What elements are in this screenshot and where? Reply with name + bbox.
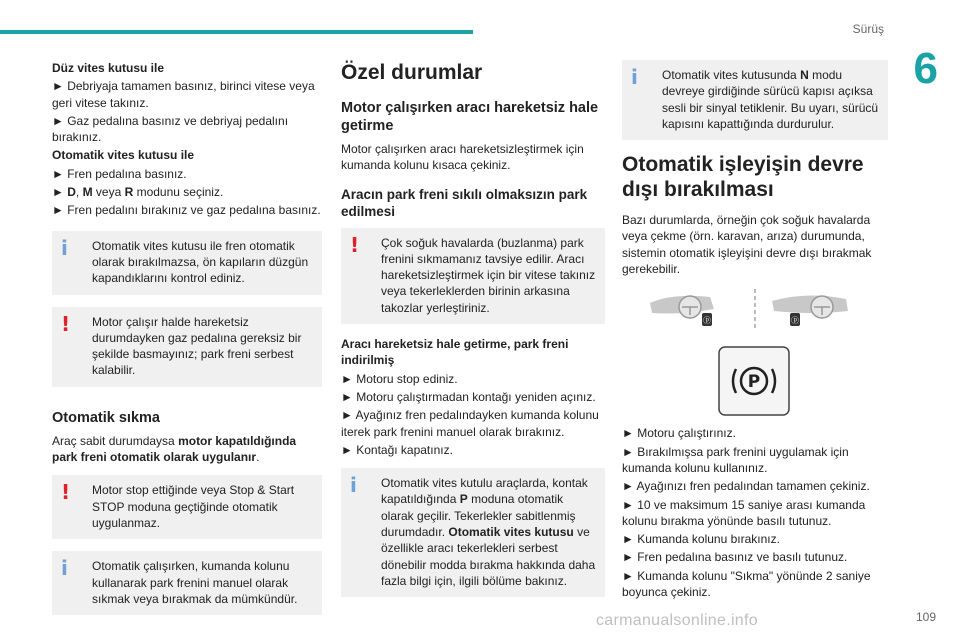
parking-brake-icon xyxy=(719,347,789,415)
manual-gearbox-title: Düz vites kutusu ile xyxy=(52,61,165,75)
info-icon: i xyxy=(631,65,638,89)
page-number: 109 xyxy=(915,610,936,624)
info-note-manual-control: i Otomatik çalışırken, kumanda kolunu kullanarak park frenini manuel olarak sıkmak veya bırakmak da mümkündür. xyxy=(52,551,322,615)
release-step-1: ► Motoru stop ediniz. xyxy=(341,371,458,386)
warning-icon: ! xyxy=(61,311,71,336)
info-note-doors: i Otomatik vites kutusu ile fren otomatik olarak bırakılmazsa, ön kapıların düzgün kapandıklarını kontrol ediniz. xyxy=(52,231,322,295)
warning-note-cold-weather: ! Çok soğuk havalarda (buzlanma) park frenini sıkmamanız tavsiye edilir. Aracı hareketsizleştirmek için bir vitese takınız veya tekerleklerden birinin arkasına takozlar yerleştiriniz. xyxy=(341,228,605,324)
auto-step-1: ► Fren pedalına basınız. xyxy=(52,166,187,181)
deact-step-1: ► Motoru çalıştırınız. xyxy=(622,426,736,441)
auto-apply-text: Araç sabit durumdaysa motor kapatıldığında park freni otomatik olarak uygulanır. xyxy=(52,433,297,465)
release-title: Aracı hareketsiz hale getirme, park freni indirilmiş xyxy=(341,337,569,368)
parked-heading: Aracın park freni sıkılı olmaksızın park edilmesi xyxy=(341,186,588,219)
header-accent-bar xyxy=(0,30,473,34)
deact-step-4: ► 10 ve maksimum 15 saniye arası kumanda kolunu bırakma yönünde basılı tutunuz. xyxy=(622,497,866,528)
manual-step-2: ► Gaz pedalına basınız ve debriyaj pedalını bırakınız. xyxy=(52,113,289,145)
svg-text:P: P xyxy=(747,372,761,393)
auto-apply-heading: Otomatik sıkma xyxy=(52,409,160,426)
svg-text:ⓟ: ⓟ xyxy=(703,316,711,326)
deact-step-5: ► Kumanda kolunu bırakınız. xyxy=(622,532,780,547)
auto-step-2: ► D, M veya R modunu seçiniz. xyxy=(52,185,224,200)
special-cases-title: Özel durumlar xyxy=(341,61,483,84)
chapter-number: 6 xyxy=(913,44,938,93)
auto-gearbox-title: Otomatik vites kutusu ile xyxy=(52,148,195,163)
deactivation-intro: Bazı durumlarda, örneğin çok soğuk havalarda veya çekme (örn. karavan, arıza) durumunda, sistemin otomatik işleyişini devre dışı bırakmak gerekebilir. xyxy=(622,213,872,277)
release-step-3: ► Ayağınız fren pedalındayken kumanda kolunu iterek park frenini manuel olarak bırakınız. xyxy=(341,408,599,439)
warning-note-stop-start: ! Motor stop ettiğinde veya Stop & Start STOP moduna geçtiğinde otomatik uygulanmaz. xyxy=(52,475,322,539)
info-icon: i xyxy=(350,473,357,498)
deact-step-6: ► Fren pedalına basınız ve basılı tutunuz. xyxy=(622,550,848,565)
manual-step-1: ► Debriyaja tamamen basınız, birinci vitese veya geri vitese takınız. xyxy=(52,79,315,110)
running-text: Motor çalışırken aracı hareketsizleştirmek için kumanda kolunu kısaca çekiniz. xyxy=(341,142,584,173)
parking-brake-illustration xyxy=(622,285,888,465)
auto-step-3: ► Fren pedalını bırakınız ve gaz pedalına basınız. xyxy=(52,203,321,218)
info-note-auto-p-mode: i Otomatik vites kutulu araçlarda, kontak kapatıldığında P moduna otomatik olarak geçilir. Tekerlekler sabitlenmiş durumdadır. Otomatik vites kutusu ve özellikle aracı tekerlekleri serbest dönebilir modda bırakma hakkında daha fazla bilgi için, ilgili bölüme bakınız. xyxy=(341,468,605,597)
section-title: Sürüş xyxy=(852,22,884,36)
warning-icon: ! xyxy=(61,480,71,505)
warning-note-accelerator: ! Motor çalışır halde hareketsiz durumdayken gaz pedalına gereksiz bir şekilde basmayınız; park freni serbest kalabilir. xyxy=(52,307,322,387)
deact-step-7: ► Kumanda kolunu "Sıkma" yönünde 2 saniye boyunca çekiniz. xyxy=(622,568,871,600)
hand-left-icon xyxy=(650,296,714,326)
illustration-svg xyxy=(622,285,888,465)
svg-text:ⓟ: ⓟ xyxy=(791,316,799,326)
column-3 xyxy=(622,60,888,602)
deactivation-title: Otomatik işleyişin devre dışı bırakılması xyxy=(622,153,864,202)
watermark: carmanualsonline.info xyxy=(596,612,758,629)
release-step-4: ► Kontağı kapatınız. xyxy=(341,442,453,457)
running-heading: Motor çalışırken aracı hareketsiz hale getirme xyxy=(341,100,599,134)
hand-right-icon xyxy=(772,296,848,327)
info-icon: i xyxy=(61,556,68,581)
column-2 xyxy=(341,60,605,609)
deact-step-2: ► Bırakılmışsa park frenini uygulamak için kumanda kolunu kullanınız. xyxy=(622,444,849,475)
info-note-n-mode: i Otomatik vites kutusunda N modu devreye girdiğinde sürücü kapısı açıksa sesli bir sinyal tetiklenir. Bu uyarı, sürücü kapısını kapattığında durdurulur. xyxy=(622,60,888,140)
release-step-2: ► Motoru çalıştırmadan kontağı yeniden açınız. xyxy=(341,389,596,404)
deact-step-3: ► Ayağınızı fren pedalından tamamen çekiniz. xyxy=(622,479,870,494)
column-1 xyxy=(52,60,322,627)
info-icon: i xyxy=(61,235,68,260)
warning-icon: ! xyxy=(350,232,360,257)
